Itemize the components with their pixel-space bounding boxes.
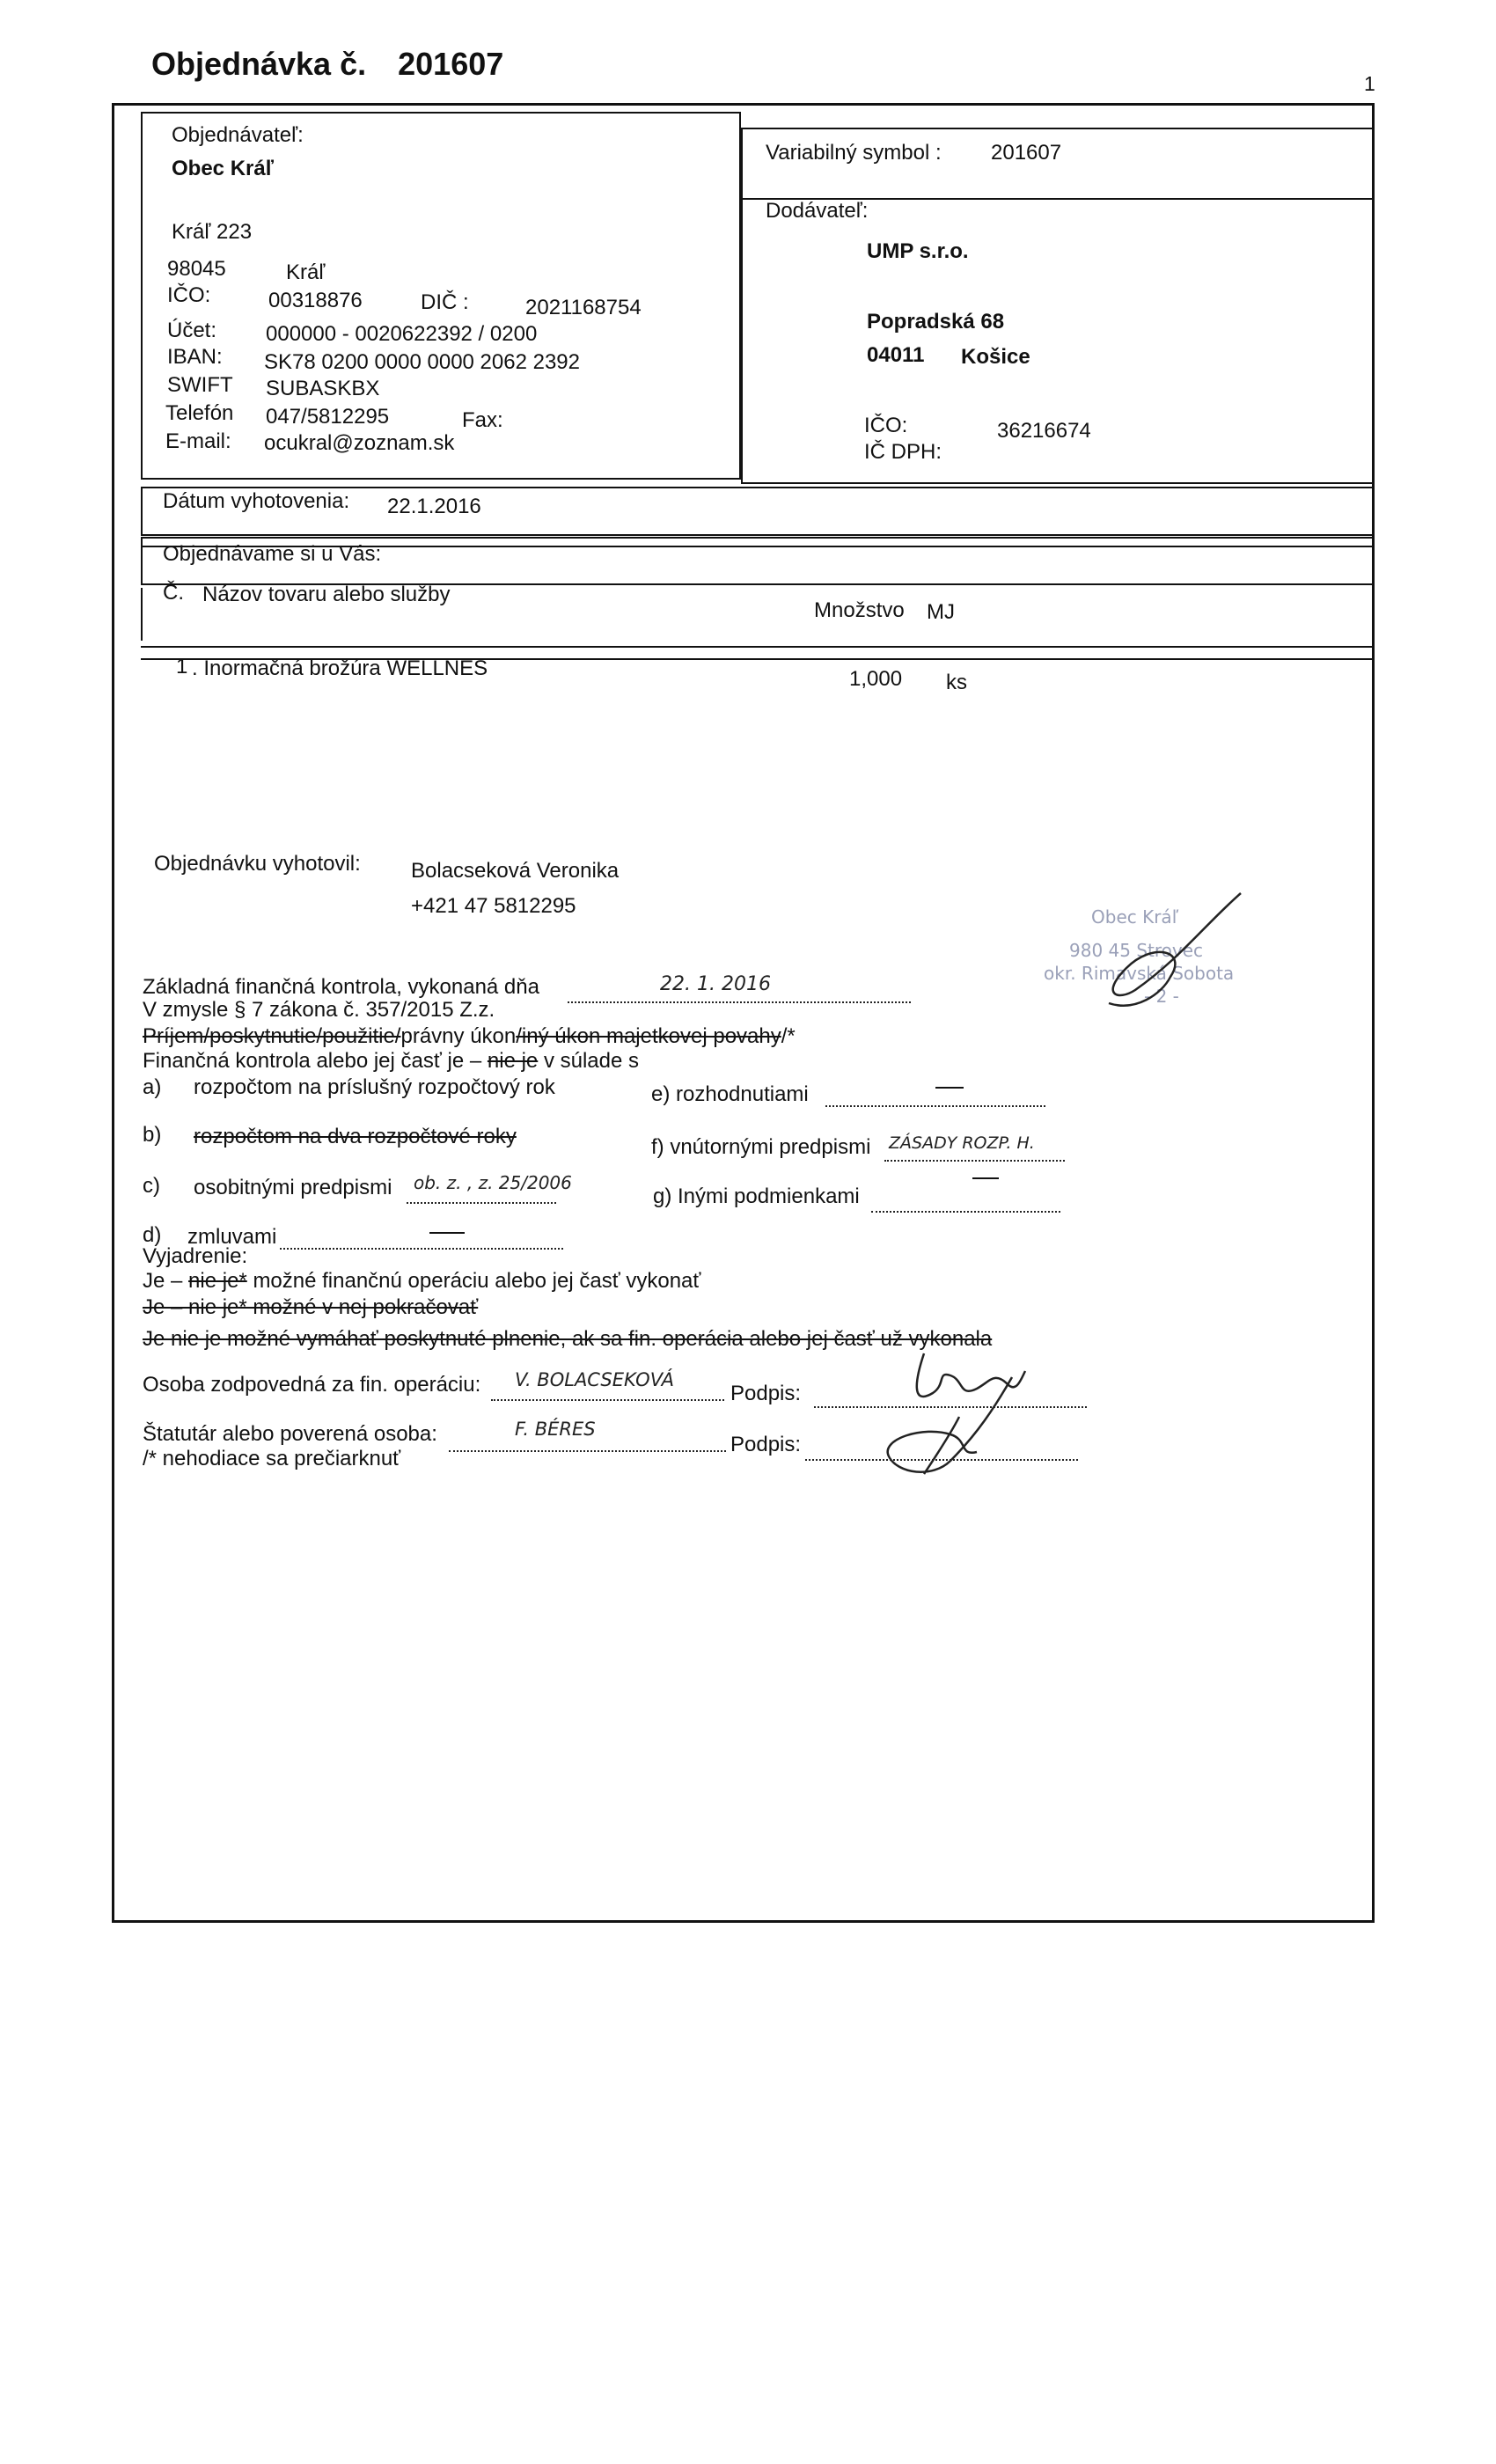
control-line-2: V zmysle § 7 zákona č. 357/2015 Z.z. bbox=[143, 998, 495, 1022]
buyer-fax-label: Fax: bbox=[462, 408, 503, 432]
dash-mark bbox=[935, 1087, 964, 1089]
supplier-label: Dodávateľ: bbox=[766, 199, 869, 223]
issuer-name: Bolacseková Veronika bbox=[411, 859, 620, 883]
control-line-3 bbox=[143, 1024, 796, 1049]
item-g-text: g) Inými podmienkami bbox=[653, 1184, 860, 1208]
row-qty: 1,000 bbox=[849, 667, 903, 691]
buyer-ico: 00318876 bbox=[268, 289, 363, 312]
divider bbox=[141, 646, 1375, 648]
buyer-account: 000000 - 0020622392 / 0200 bbox=[266, 322, 538, 346]
stamp-line-2: 980 45 Strovec bbox=[1069, 940, 1204, 961]
vyjadrenie-line-1 bbox=[143, 1269, 700, 1294]
item-f-handwritten: ZÁSADY ROZP. H. bbox=[889, 1133, 1035, 1153]
text-segment: možné finančnú operáciu alebo jej časť vykonať bbox=[253, 1269, 701, 1293]
sign-label-2: Podpis: bbox=[730, 1433, 802, 1456]
control-line-1: Základná finančná kontrola, vykonaná dňa bbox=[143, 975, 539, 999]
dotted-field bbox=[568, 1001, 911, 1003]
variable-symbol-label: Variabilný symbol : bbox=[766, 141, 942, 165]
order-intro: Objednávame si u Vás: bbox=[163, 542, 382, 566]
dotted-field bbox=[407, 1202, 556, 1204]
buyer-dic: 2021168754 bbox=[525, 296, 642, 319]
buyer-ico-label: IČO: bbox=[167, 283, 211, 307]
item-a-text: rozpočtom na príslušný rozpočtový rok bbox=[194, 1075, 555, 1099]
supplier-city: Košice bbox=[961, 345, 1030, 369]
page-title bbox=[151, 46, 503, 83]
row-unit: ks bbox=[946, 671, 967, 694]
row-name: . Inormačná brožúra WELLNES bbox=[192, 656, 488, 680]
text-segment: /* bbox=[781, 1024, 796, 1048]
dotted-field bbox=[449, 1450, 726, 1452]
dotted-field bbox=[825, 1105, 1045, 1107]
stamp-signature-icon bbox=[1082, 889, 1250, 1021]
buyer-iban-label: IBAN: bbox=[167, 345, 223, 369]
row-no: 1 bbox=[176, 655, 188, 678]
supplier-ico: 36216674 bbox=[997, 419, 1091, 443]
buyer-label: Objednávateľ: bbox=[172, 123, 304, 147]
buyer-iban: SK78 0200 0000 0000 2062 2392 bbox=[264, 350, 581, 374]
buyer-swift: SUBASKBX bbox=[266, 377, 380, 400]
supplier-street: Popradská 68 bbox=[867, 310, 1005, 334]
page-number: 1 bbox=[1364, 72, 1375, 95]
item-f-text: f) vnútornými predpismi bbox=[651, 1135, 871, 1159]
col-name-header: Názov tovaru alebo služby bbox=[202, 583, 451, 606]
item-e-text: e) rozhodnutiami bbox=[651, 1082, 809, 1106]
footnote: /* nehodiace sa prečiarknuť bbox=[143, 1447, 401, 1470]
item-a-label: a) bbox=[143, 1075, 162, 1099]
vyjadrenie-line-2: Je – nie je* možné v nej pokračovať bbox=[143, 1295, 479, 1319]
order-number: 201607 bbox=[398, 46, 504, 82]
text-segment: Finančná kontrola alebo jej časť je – bbox=[143, 1049, 482, 1073]
item-d-label: d) bbox=[143, 1223, 162, 1247]
supplier-zip: 04011 bbox=[867, 343, 925, 367]
dotted-field bbox=[884, 1160, 1065, 1162]
item-b-text: rozpočtom na dva rozpočtové roky bbox=[194, 1125, 517, 1148]
control-line-4 bbox=[143, 1049, 639, 1074]
stamp-line-4: - 2 - bbox=[1144, 986, 1179, 1007]
item-c-handwritten: ob. z. , z. 25/2006 bbox=[414, 1172, 572, 1193]
responsible-label: Osoba zodpovedná za fin. operáciu: bbox=[143, 1373, 481, 1397]
title-label: Objednávka č. bbox=[151, 46, 367, 82]
item-c-label: c) bbox=[143, 1174, 160, 1198]
supplier-name: UMP s.r.o. bbox=[867, 239, 969, 263]
date-label: Dátum vyhotovenia: bbox=[163, 489, 350, 513]
col-unit-header: MJ bbox=[927, 600, 955, 624]
buyer-name: Obec Kráľ bbox=[172, 157, 274, 180]
stamp-line-1: Obec Kráľ bbox=[1091, 906, 1179, 928]
buyer-phone-label: Telefón bbox=[165, 401, 234, 425]
date-value: 22.1.2016 bbox=[387, 495, 481, 518]
sign-label-1: Podpis: bbox=[730, 1382, 802, 1405]
buyer-phone: 047/5812295 bbox=[266, 405, 390, 429]
vyjadrenie-line-3: Je nie je možné vymáhať poskytnuté plnenie, ak sa fin. operácia alebo jej časť už vykonala bbox=[143, 1327, 993, 1351]
dotted-field bbox=[280, 1248, 563, 1250]
dash-mark bbox=[429, 1232, 465, 1234]
issuer-label: Objednávku vyhotovil: bbox=[154, 852, 361, 876]
buyer-zip: 98045 bbox=[167, 257, 226, 281]
supplier-icdph-label: IČ DPH: bbox=[864, 440, 942, 464]
control-date-handwritten: 22. 1. 2016 bbox=[660, 973, 771, 995]
dash-mark bbox=[972, 1177, 999, 1179]
strike-text: /iný úkon majetkovej povahy bbox=[516, 1024, 781, 1048]
statutory-handwritten: F. BÉRES bbox=[515, 1419, 596, 1440]
buyer-street: Kráľ 223 bbox=[172, 220, 253, 244]
text-segment: v súlade s bbox=[543, 1049, 640, 1073]
col-no-header: Č. bbox=[163, 581, 184, 605]
item-c-text: osobitnými predpismi bbox=[194, 1176, 392, 1199]
variable-symbol-value: 201607 bbox=[991, 141, 1062, 165]
buyer-city: Kráľ bbox=[286, 260, 326, 284]
responsible-handwritten: V. BOLACSEKOVÁ bbox=[515, 1369, 675, 1390]
text-segment: právny úkon bbox=[400, 1024, 517, 1048]
supplier-ico-label: IČO: bbox=[864, 414, 908, 437]
buyer-email: ocukral@zoznam.sk bbox=[264, 431, 455, 455]
stamp-line-3: okr. Rimavská Sobota bbox=[1044, 963, 1235, 984]
text-segment: Je – bbox=[143, 1269, 183, 1293]
item-b-label: b) bbox=[143, 1123, 162, 1147]
signature-icon bbox=[871, 1373, 1030, 1478]
buyer-dic-label: DIČ : bbox=[421, 290, 469, 314]
strike-text: nie je* bbox=[188, 1269, 247, 1293]
strike-text: nie je bbox=[487, 1049, 539, 1073]
buyer-email-label: E-mail: bbox=[165, 429, 231, 453]
buyer-swift-label: SWIFT bbox=[167, 373, 233, 397]
strike-text: Príjem/poskytnutie/použitie/ bbox=[143, 1024, 401, 1048]
dotted-field bbox=[491, 1399, 724, 1401]
dotted-field bbox=[871, 1211, 1060, 1213]
vyjadrenie-label: Vyjadrenie: bbox=[143, 1244, 248, 1268]
statutory-label: Štatutár alebo poverená osoba: bbox=[143, 1422, 437, 1446]
issuer-phone: +421 47 5812295 bbox=[411, 894, 576, 918]
col-qty-header: Množstvo bbox=[814, 598, 905, 622]
buyer-account-label: Účet: bbox=[167, 319, 217, 342]
item-d-text: zmluvami bbox=[187, 1225, 277, 1249]
